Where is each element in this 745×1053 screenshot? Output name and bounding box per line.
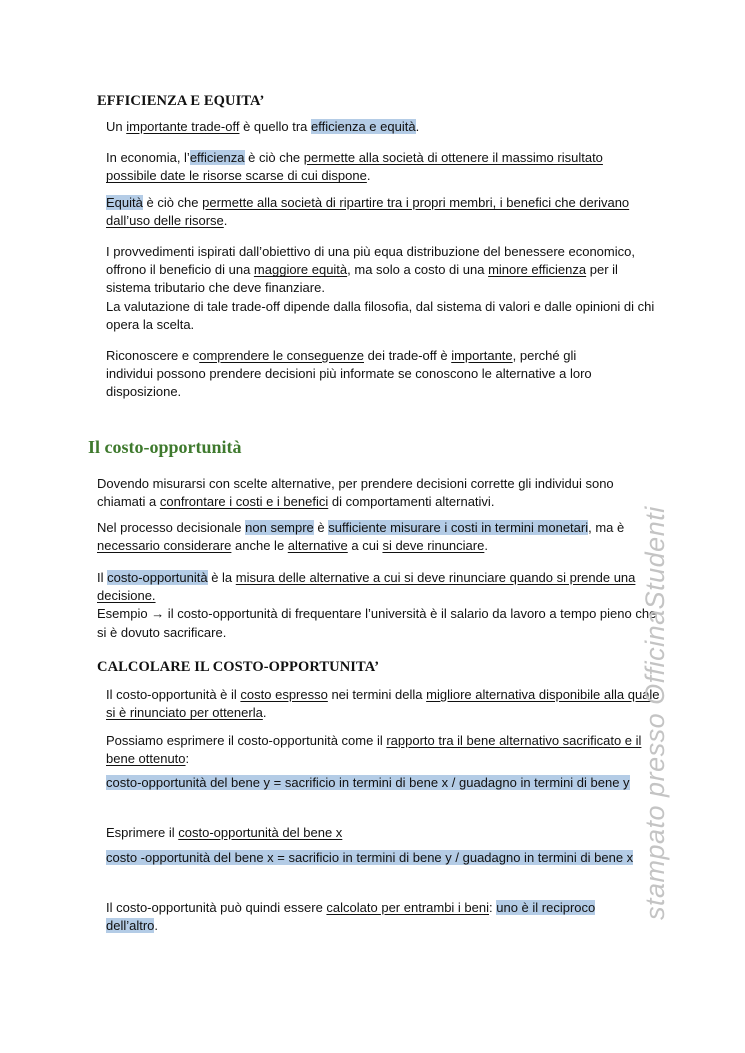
paragraph-definizione-costo-opportunita: Il costo-opportunità è la misura delle alternative a cui si deve rinunciare quando si prende una decisione. Esempio → il costo-opportunità di frequentare l’università è il salario da lavoro a tempo pieno che si è dovuto sacrificare. [97,570,657,640]
paragraph-rapporto: Possiamo esprimere il costo-opportunità come il rapporto tra il bene alternativo sacrificato e il bene ottenuto: [106,733,642,767]
chapter-title-costo-opportunita: Il costo-opportunità [88,437,242,457]
watermark: stampato presso OfficinaStudenti [640,506,670,920]
paragraph-equita: Equità è ciò che permette alla società di ripartire tra i propri membri, i benefici che derivano dall’uso delle risorse. [106,195,630,229]
paragraph-trade-off: Un importante trade-off è quello tra efficienza e equità. [106,119,420,134]
paragraph-dovendo: Dovendo misurarsi con scelte alternative, per prendere decisioni corrette gli individui sono chiamati a confrontare i costi e i benefici di comportamenti alternativi. [97,476,614,510]
paragraph-riconoscere: Riconoscere e comprendere le conseguenze dei trade-off è importante, perché gli individui possono prendere decisioni più informate se conoscono le alternative a loro disposizione. [106,348,592,400]
section-title-calcolare: CALCOLARE IL COSTO-OPPORTUNITA’ [97,659,380,675]
paragraph-efficienza: In economia, l’efficienza è ciò che permette alla società di ottenere il massimo risultato possibile date le risorse scarse di cui dispone. [106,150,603,184]
paragraph-esprimere: Esprimere il costo-opportunità del bene x [106,825,343,840]
paragraph-processo-decisionale: Nel processo decisionale non sempre è sufficiente misurare i costi in termini monetari, ma è necessario considerare anche le alternative a cui si deve rinunciare. [97,520,625,554]
section-title-efficienza: EFFICIENZA E EQUITA’ [97,93,265,109]
formula-bene-y: costo-opportunità del bene y = sacrificio in termini di bene x / guadagno in termini di bene y [106,775,630,790]
paragraph-reciproco: Il costo-opportunità può quindi essere calcolato per entrambi i beni: uno è il reciproco dell’altro. [106,900,596,934]
paragraph-costo-espresso: Il costo-opportunità è il costo espresso nei termini della migliore alternativa disponibile alla quale si è rinunciato per ottenerla. [106,687,660,721]
paragraph-provvedimenti: I provvedimenti ispirati dall’obiettivo di una più equa distribuzione del benessere economico, offrono il beneficio di una maggiore equità, ma solo a costo di una minore efficienza per il sistema tributario che deve finanziare. La valutazione di tale trade-off dipende dalla filosofia, dal sistema di valori e dalle opinioni di chi opera la scelta. [106,244,655,332]
formula-bene-x: costo -opportunità del bene x = sacrificio in termini di bene y / guadagno in termini di bene x [106,850,634,865]
